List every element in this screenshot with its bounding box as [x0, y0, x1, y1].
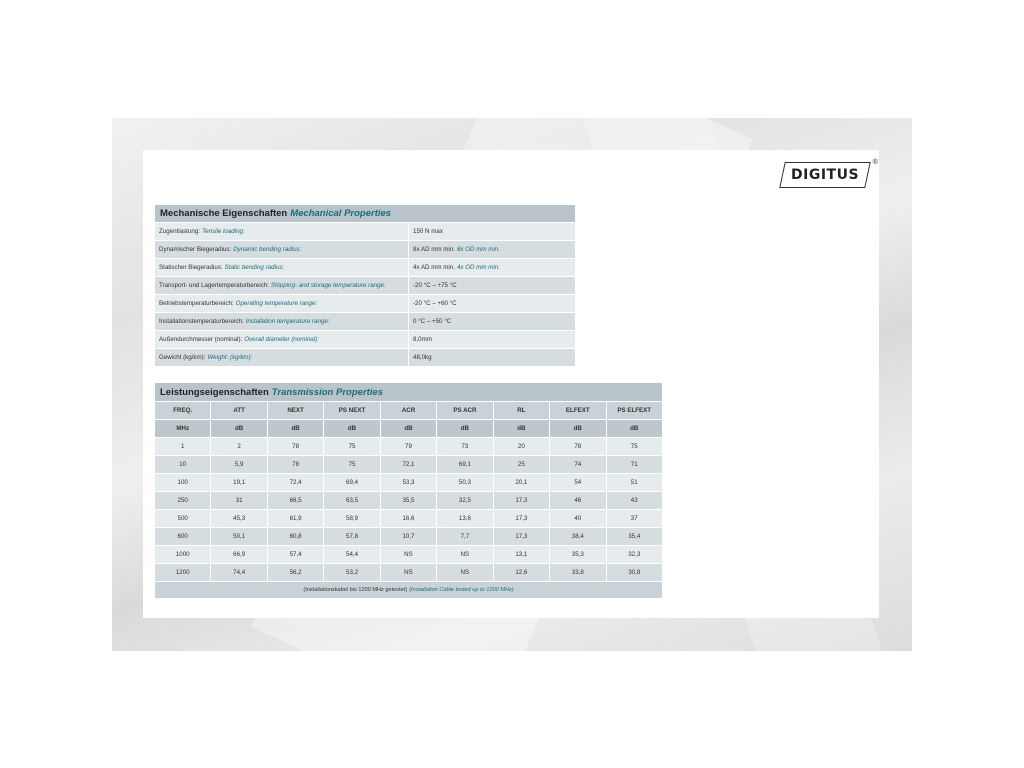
property-value [409, 295, 575, 312]
property-value [409, 313, 575, 330]
table-cell: 35,5 [381, 492, 436, 509]
column-header: ACR [381, 402, 436, 419]
table-cell: 5,9 [211, 456, 266, 473]
table-cell: NS [381, 546, 436, 563]
table-cell: 57,8 [324, 528, 379, 545]
column-header: PS NEXT [324, 402, 379, 419]
mechanical-row [155, 259, 575, 276]
table-cell: 17,3 [494, 528, 549, 545]
property-value-de: 0 °C – +50 °C [413, 318, 452, 325]
column-header: NEXT [268, 402, 323, 419]
table-cell: 35,3 [550, 546, 605, 563]
table-cell: 600 [155, 528, 210, 545]
unit-cell: dB [268, 420, 323, 437]
table-row [155, 510, 662, 527]
table-cell: 66,9 [211, 546, 266, 563]
table-cell: 37 [607, 510, 663, 527]
column-header: PS ELFEXT [607, 402, 663, 419]
property-label [155, 277, 408, 294]
property-value-de: -20 °C – +75 °C [413, 282, 457, 289]
property-label [155, 331, 408, 348]
table-cell: 40 [550, 510, 605, 527]
property-label-en: Operating temperature range: [235, 300, 318, 307]
header-row [155, 402, 662, 419]
table-cell: 50,3 [437, 474, 492, 491]
unit-cell: dB [437, 420, 492, 437]
table-cell: 78 [268, 456, 323, 473]
table-cell: 1200 [155, 564, 210, 581]
property-label-de: Betriebstemperaturbereich: [159, 300, 234, 307]
property-value-de: 150 N max [413, 228, 443, 235]
property-value-de: 8,0mm [413, 336, 432, 343]
transmission-footnote [155, 582, 662, 598]
table-cell: 10,7 [381, 528, 436, 545]
table-cell: 33,8 [550, 564, 605, 581]
column-header: FREQ. [155, 402, 210, 419]
property-value-de: 8x AD mm min. [413, 246, 455, 253]
table-cell: 75 [324, 456, 379, 473]
table-cell: 13,1 [494, 546, 549, 563]
table-cell: 56,2 [268, 564, 323, 581]
table-cell: 58,9 [324, 510, 379, 527]
table-row [155, 474, 662, 491]
property-label-de: Außendurchmesser (nominal): [159, 336, 243, 343]
table-cell: 32,5 [437, 492, 492, 509]
column-header: ATT [211, 402, 266, 419]
table-cell: 69,4 [324, 474, 379, 491]
table-cell: 32,3 [607, 546, 663, 563]
property-label [155, 241, 408, 258]
mechanical-row [155, 295, 575, 312]
table-cell: 17,3 [494, 510, 549, 527]
footnote-en: (Installation Cable tested up to 1200 MHz) [409, 587, 514, 593]
table-cell: 25 [494, 456, 549, 473]
table-cell: 72,4 [268, 474, 323, 491]
column-header: PS ACR [437, 402, 492, 419]
table-cell: 30,8 [607, 564, 663, 581]
transmission-title-en: Transmission Properties [271, 386, 383, 398]
table-cell: 78 [550, 438, 605, 455]
table-cell: 60,8 [268, 528, 323, 545]
table-cell: NS [437, 546, 492, 563]
table-cell: 53,3 [381, 474, 436, 491]
table-cell: 12,6 [494, 564, 549, 581]
property-label [155, 313, 408, 330]
property-value-de: 4x AD mm min. [413, 264, 455, 271]
property-value [409, 223, 575, 240]
table-cell: 31 [211, 492, 266, 509]
table-cell: 17,3 [494, 492, 549, 509]
table-cell: 75 [324, 438, 379, 455]
mechanical-row [155, 331, 575, 348]
digitus-logo [779, 159, 878, 188]
property-label-de: Transport- und Lagertemperaturbereich: [159, 282, 269, 289]
table-row [155, 564, 662, 581]
property-label-en: Installation temperature range: [245, 318, 330, 325]
unit-cell: dB [381, 420, 436, 437]
table-cell: 7,7 [437, 528, 492, 545]
property-label-en: Static bending radius: [224, 264, 285, 271]
property-value-de: -20 °C – +60 °C [413, 300, 457, 307]
table-row [155, 492, 662, 509]
property-label-en: Dynamic bending radius: [233, 246, 302, 253]
table-cell: NS [381, 564, 436, 581]
unit-cell: MHz [155, 420, 210, 437]
table-row [155, 456, 662, 473]
table-cell: 74,4 [211, 564, 266, 581]
property-value [409, 331, 575, 348]
table-cell: 61,9 [268, 510, 323, 527]
table-cell: 78 [268, 438, 323, 455]
property-value-en: 4x OD mm min. [456, 264, 500, 271]
property-value-de: 48,0kg [413, 354, 432, 361]
mechanical-row [155, 313, 575, 330]
logo-text: DIGITUS [790, 167, 860, 183]
table-cell: 2 [211, 438, 266, 455]
property-value-en: 8x OD mm min. [456, 246, 500, 253]
mechanical-rows [155, 223, 575, 366]
table-cell: 74 [550, 456, 605, 473]
mechanical-row [155, 241, 575, 258]
table-cell: 43 [607, 492, 663, 509]
table-cell: 19,1 [211, 474, 266, 491]
table-cell: 1 [155, 438, 210, 455]
registered-mark: ® [872, 159, 878, 166]
table-cell: 50,1 [211, 528, 266, 545]
property-label-de: Installationstemperaturbereich: [159, 318, 244, 325]
property-label [155, 295, 408, 312]
table-cell: 1000 [155, 546, 210, 563]
table-cell: 20 [494, 438, 549, 455]
table-cell: 69,1 [437, 456, 492, 473]
property-value [409, 241, 575, 258]
table-cell: NS [437, 564, 492, 581]
unit-cell: dB [607, 420, 663, 437]
table-cell: 10 [155, 456, 210, 473]
table-cell: 16,6 [381, 510, 436, 527]
property-label-en: Weight: (kg/km): [207, 354, 253, 361]
table-cell: 54 [550, 474, 605, 491]
table-cell: 51 [607, 474, 663, 491]
table-cell: 53,2 [324, 564, 379, 581]
property-label-en: Overall diameter (nominal): [244, 336, 319, 343]
table-cell: 72,1 [381, 456, 436, 473]
property-label [155, 349, 408, 366]
table-cell: 35,4 [607, 528, 663, 545]
mechanical-properties-table [155, 205, 575, 366]
mechanical-title-en: Mechanical Properties [290, 208, 392, 219]
table-cell: 250 [155, 492, 210, 509]
property-label [155, 259, 408, 276]
transmission-title-de: Leistungseigenschaften [160, 386, 269, 398]
property-value [409, 349, 575, 366]
table-cell: 46 [550, 492, 605, 509]
unit-cell: dB [494, 420, 549, 437]
transmission-grid [154, 401, 663, 582]
table-cell: 38,4 [550, 528, 605, 545]
units-row [155, 420, 662, 437]
datasheet-page [143, 150, 879, 618]
table-cell: 500 [155, 510, 210, 527]
table-row [155, 546, 662, 563]
table-row [155, 528, 662, 545]
unit-cell: dB [550, 420, 605, 437]
table-cell: 54,4 [324, 546, 379, 563]
transmission-body [155, 438, 662, 581]
table-cell: 63,5 [324, 492, 379, 509]
table-cell: 73 [437, 438, 492, 455]
mechanical-title-de: Mechanische Eigenschaften [160, 208, 288, 219]
property-value [409, 259, 575, 276]
table-cell: 66,5 [268, 492, 323, 509]
mechanical-row [155, 277, 575, 294]
table-cell: 75 [607, 438, 663, 455]
transmission-header [155, 402, 662, 437]
table-cell: 13,6 [437, 510, 492, 527]
table-cell: 71 [607, 456, 663, 473]
footnote-de: (Installationskabel bis 1200 MHz getestet) [303, 587, 408, 593]
table-cell: 45,3 [211, 510, 266, 527]
property-label-de: Gewicht (kg/km): [159, 354, 206, 361]
property-label-en: Tensile loading: [201, 228, 245, 235]
table-row [155, 438, 662, 455]
mechanical-title [155, 205, 575, 222]
table-cell: 100 [155, 474, 210, 491]
column-header: ELFEXT [550, 402, 605, 419]
table-cell: 20,1 [494, 474, 549, 491]
column-header: RL [494, 402, 549, 419]
transmission-properties-table [155, 383, 662, 598]
property-label [155, 223, 408, 240]
table-cell: 57,4 [268, 546, 323, 563]
property-label-de: Statischer Biegeradius: [159, 264, 223, 271]
table-cell: 79 [381, 438, 436, 455]
property-value [409, 277, 575, 294]
unit-cell: dB [211, 420, 266, 437]
property-label-de: Zugentlastung: [159, 228, 200, 235]
unit-cell: dB [324, 420, 379, 437]
property-label-en: Shipping- and storage temperature range: [270, 282, 386, 289]
mechanical-row [155, 223, 575, 240]
transmission-title [155, 383, 662, 401]
mechanical-row [155, 349, 575, 366]
property-label-de: Dynamischer Biegeradius: [159, 246, 232, 253]
